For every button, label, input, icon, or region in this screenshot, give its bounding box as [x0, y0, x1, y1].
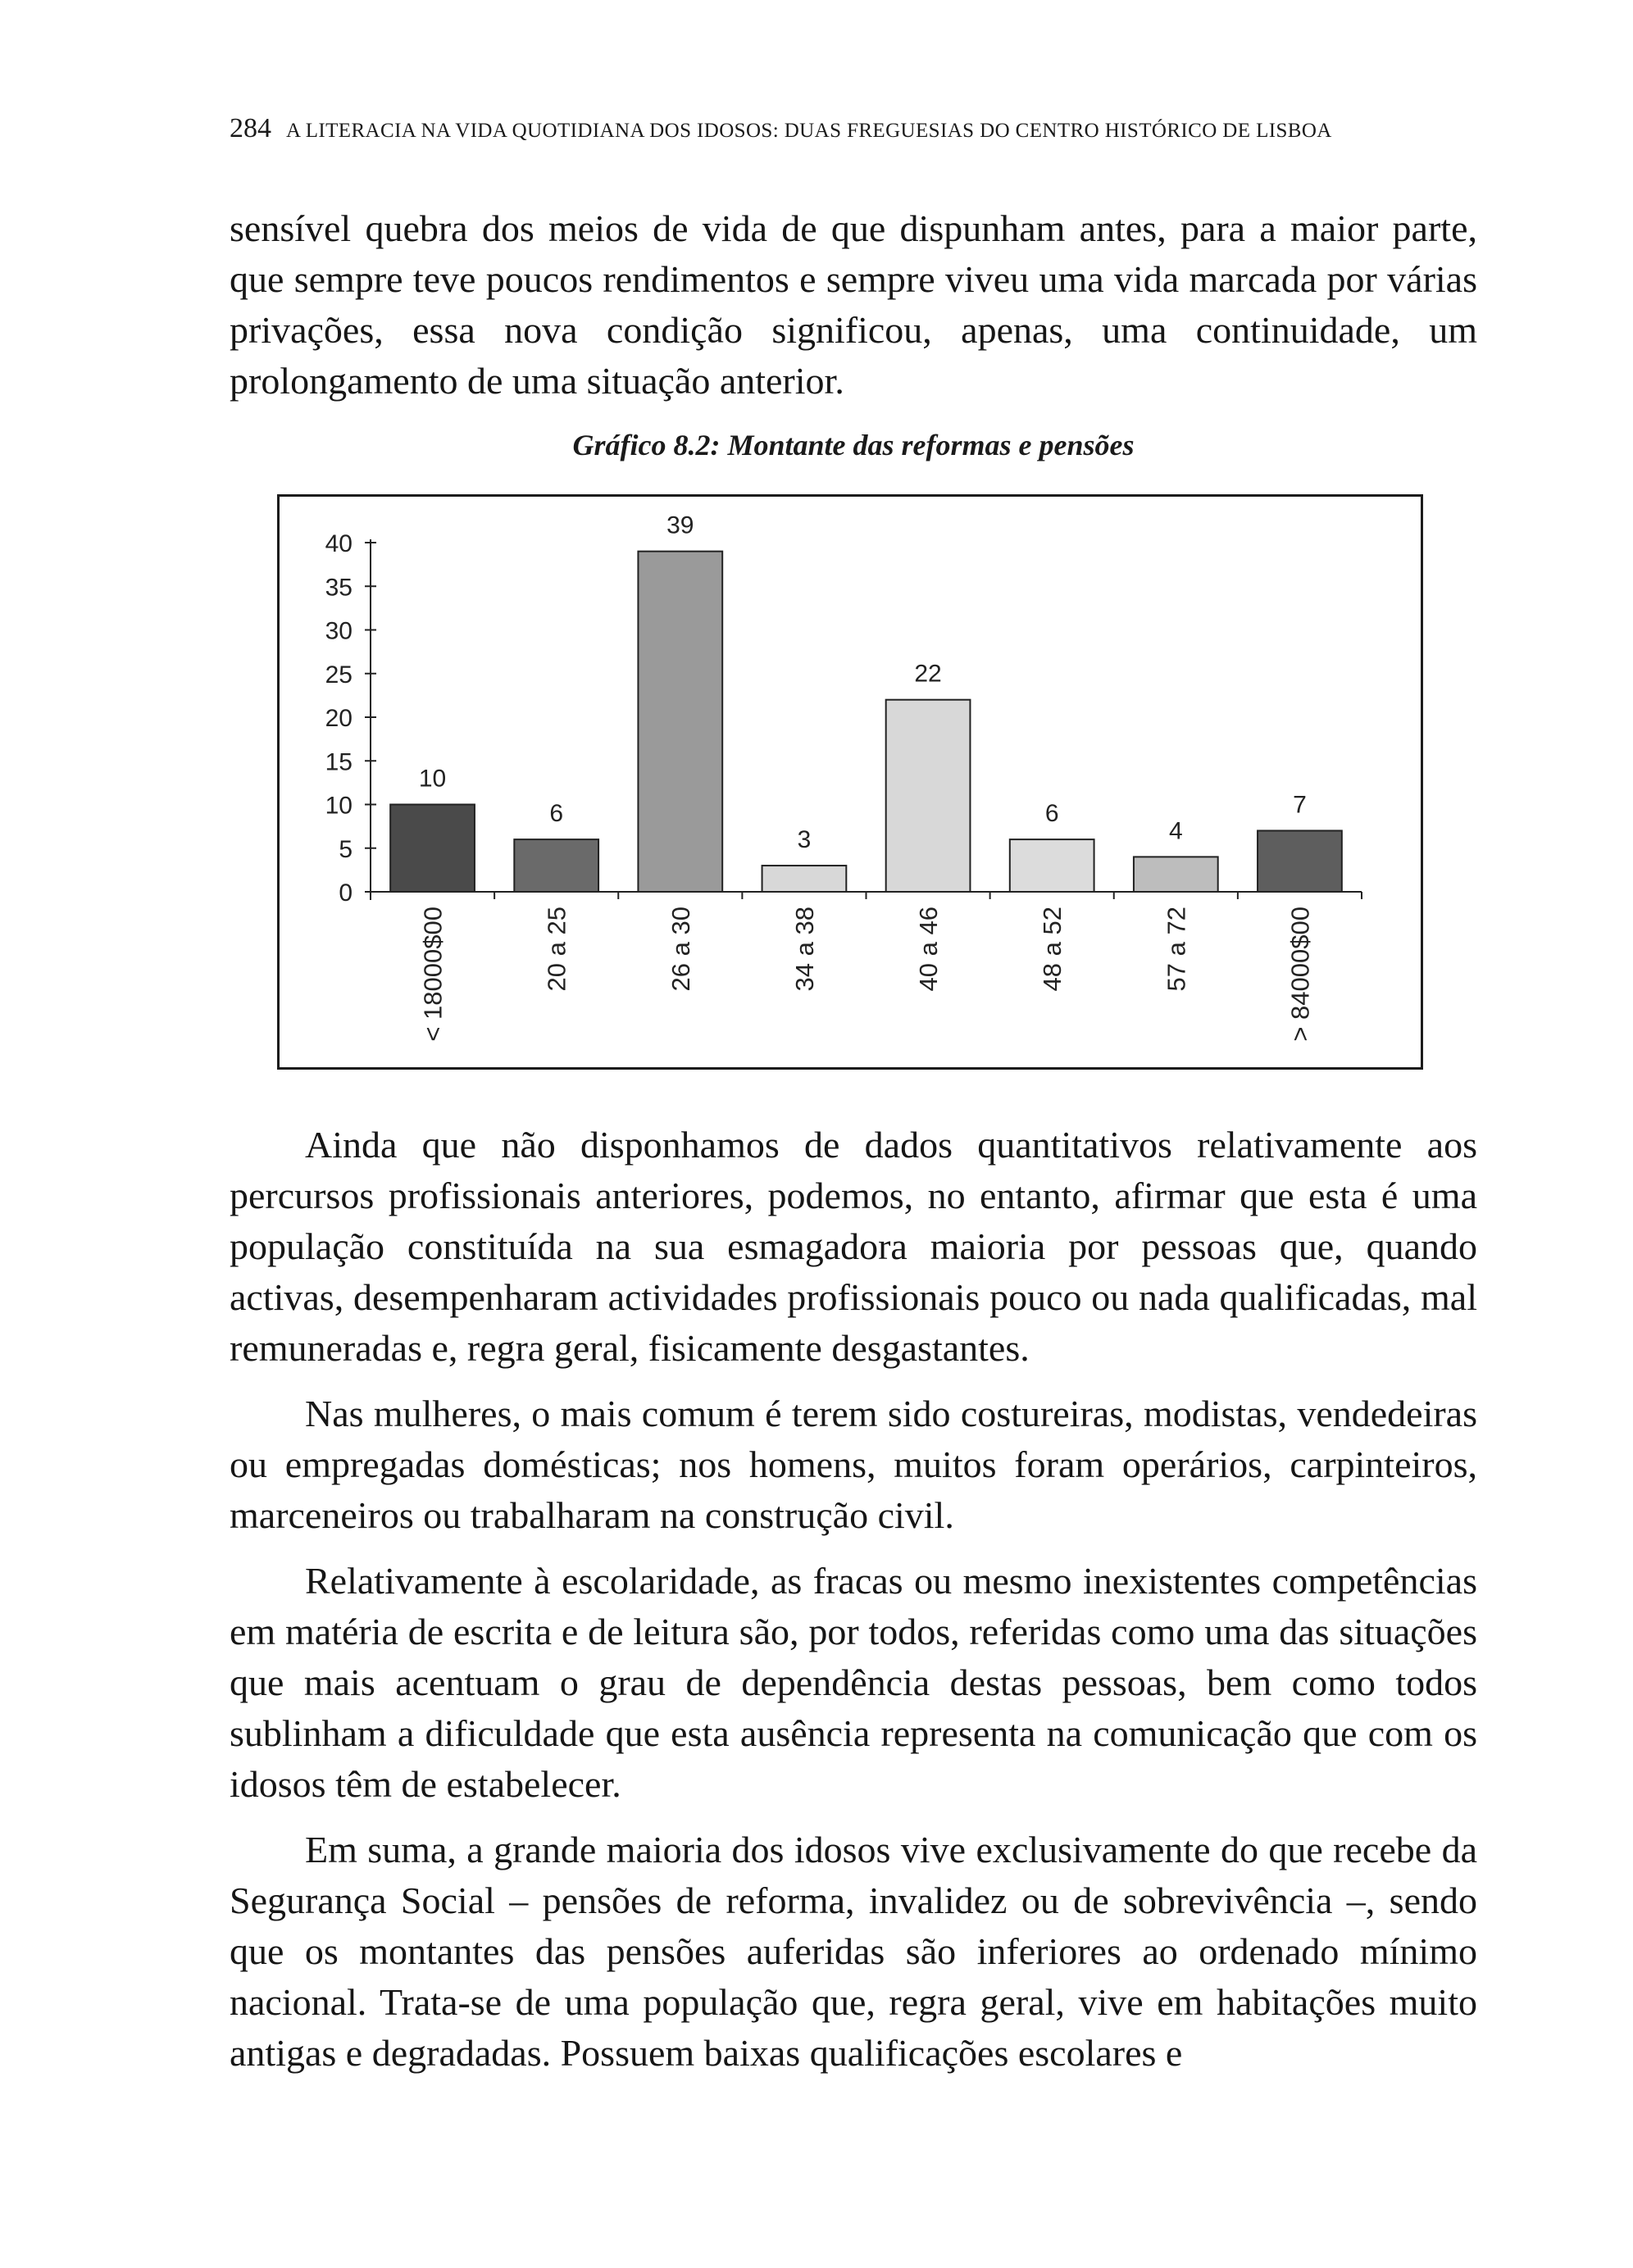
y-tick-label: 0 — [339, 879, 353, 907]
y-tick-label: 10 — [325, 792, 353, 820]
x-category-label: 48 a 52 — [1038, 907, 1067, 992]
bar-value-label: 39 — [666, 511, 694, 539]
body-paragraph-2: Nas mulheres, o mais comum é terem sido costureiras, modistas, vendedeiras ou empregadas domésticas; nos homens, muitos foram operários, carpinteiros, marceneiros ou trabalharam na construção civil. — [230, 1393, 1477, 1536]
bar-chart — [280, 497, 1421, 1067]
intro-text — [230, 203, 1477, 407]
bar-value-label: 7 — [1293, 791, 1307, 819]
intro-paragraph: sensível quebra dos meios de vida de que dispunham antes, para a maior parte, que sempre teve poucos rendimentos e sempre viveu uma vida marcada por várias privações, essa nova condição significou, apenas, uma continuidade, um prolongamento de uma situação anterior. — [230, 207, 1477, 402]
page-number: 284 — [230, 113, 271, 143]
bar — [1010, 839, 1094, 892]
body-paragraph-3: Relativamente à escolaridade, as fracas ou mesmo inexistentes competências em matéria de escrita e de leitura são, por todos, referidas como uma das situações que mais acentuam o grau de dependência destas pessoas, bem como todos sublinham a dificuldade que esta ausência representa na comunicação que com os idosos têm de estabelecer. — [230, 1560, 1477, 1805]
x-category-label: 34 a 38 — [789, 907, 819, 992]
bar — [390, 805, 475, 893]
y-tick-label: 5 — [339, 835, 353, 863]
bar — [1258, 830, 1342, 892]
figure-caption: Gráfico 8.2: Montante das reformas e pensões — [572, 429, 1135, 461]
bar — [514, 839, 598, 892]
bar-value-label: 10 — [418, 765, 447, 793]
bar-value-label: 6 — [1044, 800, 1059, 828]
x-category-label: > 84000$00 — [1285, 907, 1315, 1042]
y-tick-label: 35 — [325, 574, 353, 602]
body-paragraph-1: Ainda que não disponhamos de dados quantitativos relativamente aos percursos profissionais anteriores, podemos, no entanto, afirmar que esta é uma população constituída na sua esmagadora maioria por pessoas que, quando activas, desempenharam actividades profissionais pouco ou nada qualificadas, mal remuneradas e, regra geral, fisicamente desgastantes. — [230, 1124, 1477, 1369]
bar-value-label: 3 — [797, 826, 812, 854]
y-tick-label: 20 — [325, 705, 353, 732]
chart-frame — [277, 494, 1423, 1070]
x-category-label: 40 a 46 — [914, 907, 944, 992]
bar — [1134, 857, 1218, 892]
body-paragraph-4: Em suma, a grande maioria dos idosos vive exclusivamente do que recebe da Segurança Social – pensões de reforma, invalidez ou de sobrevivência –, sendo que os montantes das pensões auferidas são inferiores ao ordenado mínimo nacional. Trata-se de uma população que, regra geral, vive em habitações muito antigas e degradadas. Possuem baixas qualificações escolares e — [230, 1829, 1477, 2074]
y-tick-label: 30 — [325, 617, 353, 645]
y-tick-label: 40 — [325, 530, 353, 557]
x-category-label: < 18000$00 — [418, 907, 448, 1042]
bar-value-label: 22 — [914, 660, 942, 688]
x-category-label: 20 a 25 — [542, 907, 571, 992]
body-text — [230, 1120, 1477, 2079]
bar — [762, 866, 847, 892]
y-tick-label: 15 — [325, 748, 353, 776]
x-category-label: 26 a 30 — [666, 907, 695, 992]
bar — [886, 700, 971, 892]
bar-value-label: 4 — [1168, 817, 1183, 845]
y-tick-label: 25 — [325, 661, 353, 689]
bar — [638, 552, 722, 892]
running-header — [230, 113, 1476, 144]
x-category-label: 57 a 72 — [1162, 907, 1191, 992]
bar-value-label: 6 — [549, 800, 564, 828]
running-title: A LITERACIA NA VIDA QUOTIDIANA DOS IDOSOS: DUAS FREGUESIAS DO CENTRO HISTÓRICO DE LISBOA — [286, 120, 1332, 142]
